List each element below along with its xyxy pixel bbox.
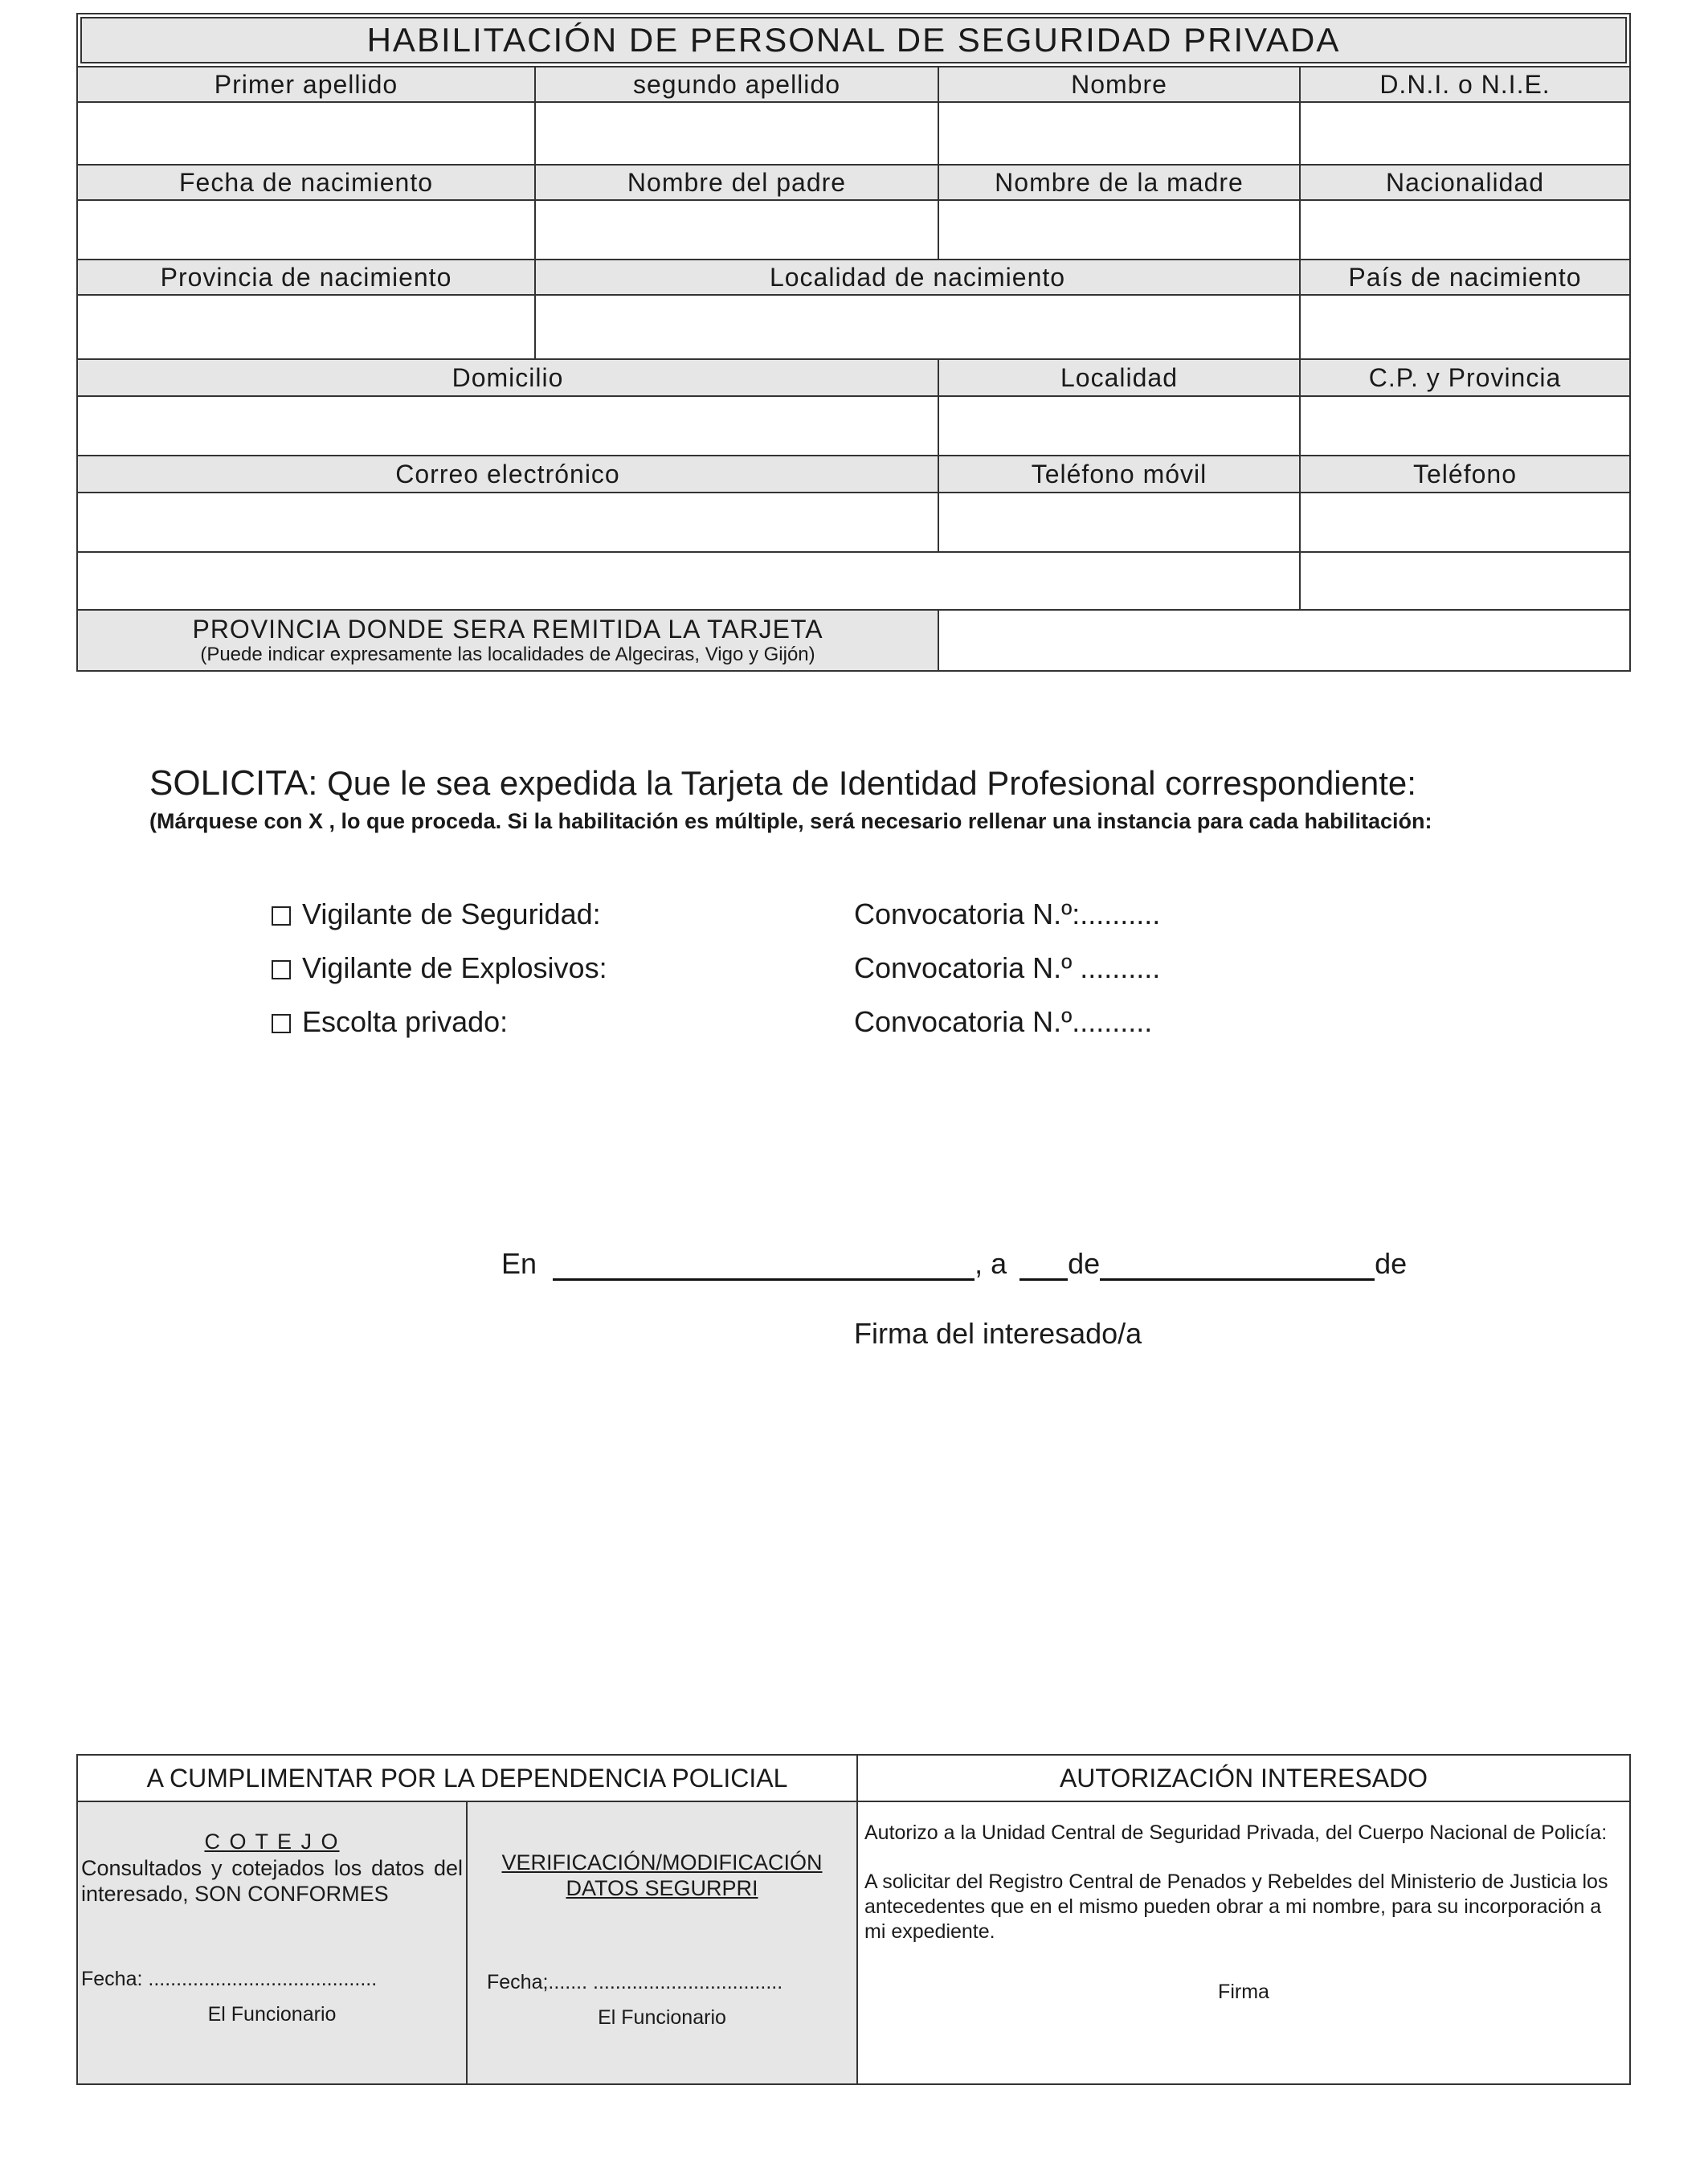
label-cp-provincia: C.P. y Provincia: [1299, 358, 1631, 397]
field-segundo-apellido[interactable]: [534, 101, 939, 166]
checkbox-escolta-privado[interactable]: [272, 1014, 291, 1033]
label-localidad-nacimiento: Localidad de nacimiento: [534, 259, 1301, 296]
form-title-box: [76, 13, 1631, 67]
convocatoria-3: Convocatoria N.º..........: [854, 1005, 1153, 1038]
label-correo: Correo electrónico: [76, 455, 939, 493]
verificacion-funcionario: El Funcionario: [598, 2006, 726, 2029]
field-localidad-nacimiento[interactable]: [534, 294, 1301, 360]
dia-blank[interactable]: [1019, 1249, 1068, 1281]
label-telefono: Teléfono: [1299, 455, 1631, 493]
checkbox-vigilante-explosivos[interactable]: [272, 960, 291, 979]
field-domicilio[interactable]: [76, 395, 939, 456]
label-dni: D.N.I. o N.I.E.: [1299, 66, 1631, 103]
label-domicilio: Domicilio: [76, 358, 939, 397]
field-pais-nacimiento[interactable]: [1299, 294, 1631, 360]
field-localidad[interactable]: [938, 395, 1301, 456]
label-telefono-movil: Teléfono móvil: [938, 455, 1301, 493]
provincia-label: PROVINCIA DONDE SERA REMITIDA LA TARJETA: [192, 615, 823, 644]
en-label: En: [501, 1247, 537, 1280]
provincia-sub: (Puede indicar expresamente las localidades de Algeciras, Vigo y Gijón): [200, 644, 815, 665]
solicita-prefix: SOLICITA:: [149, 763, 318, 803]
cotejo-title: C O T E J O: [204, 1830, 340, 1854]
autorizacion-cell: [856, 1801, 1631, 2085]
field-provincia-nacimiento[interactable]: [76, 294, 536, 360]
field-dni[interactable]: [1299, 101, 1631, 166]
field-nacionalidad[interactable]: [1299, 199, 1631, 260]
field-cp-provincia[interactable]: [1299, 395, 1631, 456]
field-nombre[interactable]: [938, 101, 1301, 166]
lugar-blank[interactable]: [553, 1249, 975, 1281]
field-extra-narrow[interactable]: [1299, 551, 1631, 611]
label-nacionalidad: Nacionalidad: [1299, 164, 1631, 201]
field-nombre-madre[interactable]: [938, 199, 1301, 260]
label-provincia-tarjeta: [76, 609, 939, 672]
label-primer-apellido: Primer apellido: [76, 66, 536, 103]
autorizacion-text-2: A solicitar del Registro Central de Penados y Rebeldes del Ministerio de Justicia los antecedentes que en el mismo pueden obrar a mi nombre, para su incorporación a mi expediente.: [864, 1870, 1608, 1943]
mes-blank[interactable]: [1100, 1249, 1375, 1281]
label-localidad: Localidad: [938, 358, 1301, 397]
verificacion-title-1: VERIFICACIÓN/MODIFICACIÓN: [501, 1850, 823, 1875]
solicita-text: Que le sea expedida la Tarjeta de Identidad Profesional correspondiente:: [317, 764, 1416, 802]
verificacion-cell: [466, 1801, 858, 2085]
de-label-1: de: [1068, 1247, 1101, 1280]
label-fecha-nacimiento: Fecha de nacimiento: [76, 164, 536, 201]
option-label: Vigilante de Seguridad:: [302, 897, 601, 930]
cotejo-cell: [76, 1801, 468, 2085]
fecha-lugar-line: [501, 1247, 1407, 1281]
header-autorizacion: AUTORIZACIÓN INTERESADO: [856, 1754, 1631, 1802]
field-nombre-padre[interactable]: [534, 199, 939, 260]
field-primer-apellido[interactable]: [76, 101, 536, 166]
form-title: HABILITACIÓN DE PERSONAL DE SEGURIDAD PRIVADA: [80, 17, 1627, 63]
field-telefono-movil[interactable]: [938, 492, 1301, 553]
cotejo-text: Consultados y cotejados los datos del interesado, SON CONFORMES: [81, 1856, 463, 1906]
label-provincia-nacimiento: Provincia de nacimiento: [76, 259, 536, 296]
label-nombre-madre: Nombre de la madre: [938, 164, 1301, 201]
field-correo[interactable]: [76, 492, 939, 553]
option-label: Vigilante de Explosivos:: [302, 951, 607, 984]
option-vigilante-explosivos[interactable]: [272, 951, 607, 985]
option-vigilante-seguridad[interactable]: [272, 897, 601, 931]
verificacion-title-2: DATOS SEGURPRI: [566, 1876, 758, 1900]
field-provincia-tarjeta[interactable]: [938, 609, 1631, 672]
field-telefono[interactable]: [1299, 492, 1631, 553]
checkbox-vigilante-seguridad[interactable]: [272, 906, 291, 926]
autorizacion-firma: Firma: [1218, 1981, 1269, 2003]
label-pais-nacimiento: País de nacimiento: [1299, 259, 1631, 296]
label-segundo-apellido: segundo apellido: [534, 66, 939, 103]
autorizacion-text-1: Autorizo a la Unidad Central de Seguridad Privada, del Cuerpo Nacional de Policía:: [864, 1821, 1608, 1844]
option-escolta-privado[interactable]: [272, 1005, 508, 1039]
label-nombre-padre: Nombre del padre: [534, 164, 939, 201]
option-label: Escolta privado:: [302, 1005, 509, 1038]
solicita-line: [149, 763, 1416, 803]
a-label: , a: [975, 1247, 1007, 1280]
cotejo-funcionario: El Funcionario: [207, 2003, 337, 2026]
solicita-note: (Márquese con X , lo que proceda. Si la habilitación es múltiple, será necesario rellenar una instancia para cada habilitación:: [149, 809, 1432, 833]
verificacion-fecha: Fecha;....... ..................................: [487, 1971, 783, 1993]
firma-interesado: Firma del interesado/a: [854, 1317, 1142, 1350]
label-nombre: Nombre: [938, 66, 1301, 103]
field-fecha-nacimiento[interactable]: [76, 199, 536, 260]
de-label-2: de: [1375, 1247, 1408, 1280]
convocatoria-2: Convocatoria N.º ..........: [854, 951, 1161, 984]
cotejo-fecha: Fecha: .........................................: [81, 1968, 378, 1990]
header-dependencia-policial: A CUMPLIMENTAR POR LA DEPENDENCIA POLICIAL: [76, 1754, 858, 1802]
field-extra-wide[interactable]: [76, 551, 1301, 611]
convocatoria-1: Convocatoria N.º:..........: [854, 897, 1161, 930]
